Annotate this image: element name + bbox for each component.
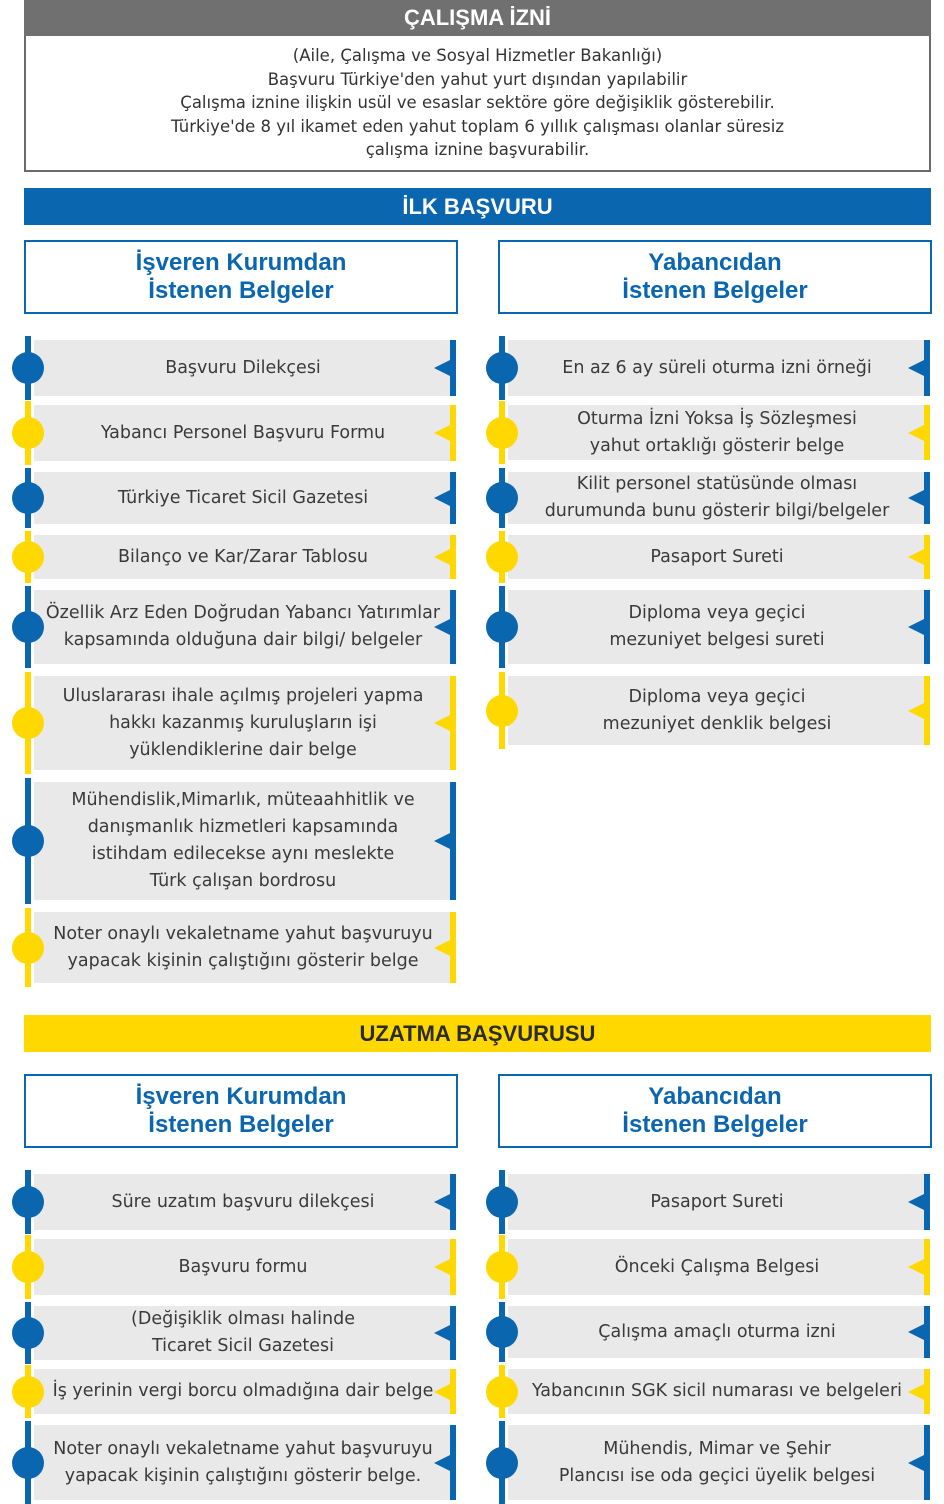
document-item-line: En az 6 ay süreli oturma izni örneği (562, 357, 872, 378)
document-item (34, 405, 452, 461)
header-line: İşveren Kurumdan (135, 1083, 347, 1110)
pointer-triangle-icon (434, 940, 450, 956)
page-title: ÇALIŞMA İZNİ (24, 0, 931, 36)
foreigner-header (498, 240, 932, 314)
pointer-triangle-icon (908, 619, 924, 635)
document-item (34, 1174, 452, 1230)
document-item-line: Plancısı ise oda geçici üyelik belgesi (558, 1465, 876, 1486)
document-item (34, 1306, 452, 1360)
pointer-triangle-icon (908, 703, 924, 719)
header-line: İşveren Kurumdan (135, 249, 347, 276)
item-edge-bar (924, 1369, 930, 1414)
document-item (34, 590, 452, 664)
item-edge-bar (924, 676, 930, 745)
document-item (34, 1425, 452, 1500)
bullet-dot-icon (486, 1447, 518, 1479)
item-edge-bar (924, 340, 930, 396)
pointer-triangle-icon (908, 1324, 924, 1340)
item-edge-bar (450, 590, 456, 664)
bullet-dot-icon (486, 541, 518, 573)
document-item-line: Bilanço ve Kar/Zarar Tablosu (118, 546, 368, 567)
document-item (508, 1306, 926, 1358)
document-item-line: hakkı kazanmış kuruluşların işi (109, 712, 377, 733)
document-item-line: yahut ortaklığı gösterir belge (589, 435, 845, 456)
pointer-triangle-icon (434, 715, 450, 731)
document-item (508, 340, 926, 396)
document-item-line: Uluslararası ihale açılmış projeleri yapma (62, 685, 424, 706)
document-item-text (53, 921, 433, 975)
header-line: İstenen Belgeler (622, 277, 808, 304)
item-edge-bar (450, 340, 456, 396)
document-item-text (532, 1378, 902, 1405)
bullet-dot-icon (12, 1317, 44, 1349)
pointer-triangle-icon (434, 1384, 450, 1400)
document-item-line: mezuniyet belgesi sureti (609, 630, 825, 650)
item-edge-bar (450, 782, 456, 900)
document-item-text (178, 1254, 307, 1281)
bullet-dot-icon (486, 1186, 518, 1218)
document-item-text (562, 355, 871, 382)
pointer-triangle-icon (434, 1194, 450, 1210)
bullet-dot-icon (486, 1376, 518, 1408)
bullet-dot-icon (12, 707, 44, 739)
bullet-dot-icon (12, 1251, 44, 1283)
pointer-triangle-icon (908, 490, 924, 506)
document-item-line: Ticaret Sicil Gazetesi (151, 1336, 335, 1356)
section-title-ilk-basvuru: İLK BAŞVURU (24, 188, 931, 225)
pointer-triangle-icon (434, 1325, 450, 1341)
document-item (508, 1239, 926, 1295)
document-item-line: Noter onaylı vekaletname yahut başvuruyu (53, 923, 433, 944)
item-edge-bar (924, 472, 930, 524)
item-edge-bar (450, 405, 456, 461)
document-item-line: Mühendislik,Mimarlık, müteaahhitlik ve (71, 790, 415, 810)
pointer-triangle-icon (908, 1194, 924, 1210)
item-edge-bar (450, 1174, 456, 1230)
document-item (508, 590, 926, 664)
document-item (508, 1425, 926, 1500)
document-item (34, 1369, 452, 1414)
item-edge-bar (450, 535, 456, 579)
item-edge-bar (924, 1425, 930, 1500)
document-item-text (63, 683, 424, 764)
item-edge-bar (924, 1174, 930, 1230)
document-item-text (53, 1378, 434, 1405)
document-item-text (111, 1189, 374, 1216)
pointer-triangle-icon (908, 425, 924, 441)
employer-header (24, 1074, 458, 1148)
document-item-line: yüklendiklerine dair belge (129, 739, 357, 760)
item-edge-bar (450, 676, 456, 770)
document-item-line: Başvuru formu (178, 1256, 308, 1277)
document-item-line: Çalışma amaçlı oturma izni (598, 1321, 836, 1342)
document-item (34, 782, 452, 900)
document-item-line: (Değişiklik olması halinde (131, 1309, 355, 1329)
intro-line: Başvuru Türkiye'den yahut yurt dışından yapılabilir (267, 69, 688, 89)
intro-line: Çalışma iznine ilişkin usül ve esaslar sektöre göre değişiklik gösterebilir. (180, 93, 775, 113)
document-item-text (118, 544, 368, 571)
bullet-dot-icon (12, 611, 44, 643)
pointer-triangle-icon (434, 833, 450, 849)
bullet-dot-icon (486, 1316, 518, 1348)
document-item-line: Başvuru Dilekçesi (165, 357, 321, 378)
pointer-triangle-icon (434, 425, 450, 441)
bullet-dot-icon (12, 541, 44, 573)
item-edge-bar (450, 1306, 456, 1360)
item-edge-bar (450, 1239, 456, 1295)
bullet-dot-icon (12, 1376, 44, 1408)
item-edge-bar (924, 535, 930, 579)
document-item-text (615, 1254, 819, 1281)
document-item-line: Oturma İzni Yoksa İş Sözleşmesi (577, 408, 857, 429)
document-item (34, 1239, 452, 1295)
employer-header (24, 240, 458, 314)
intro-line: Türkiye'de 8 yıl ikamet eden yahut toplam 6 yıllık çalışması olanlar süresiz (170, 116, 784, 136)
item-edge-bar (924, 590, 930, 664)
pointer-triangle-icon (434, 490, 450, 506)
document-item-text (165, 355, 321, 382)
pointer-triangle-icon (434, 619, 450, 635)
document-item (34, 535, 452, 579)
document-item-text (609, 600, 824, 654)
document-item-line: Diploma veya geçici (628, 686, 806, 707)
bullet-dot-icon (12, 825, 44, 857)
item-edge-bar (450, 1425, 456, 1500)
header-line: Yabancıdan (648, 1083, 782, 1110)
pointer-triangle-icon (908, 1259, 924, 1275)
document-item-text (46, 600, 440, 654)
document-item (34, 912, 452, 983)
bullet-dot-icon (12, 1447, 44, 1479)
document-item-line: mezuniyet denklik belgesi (602, 713, 832, 734)
header-line: Yabancıdan (648, 249, 782, 276)
document-item-line: Yabancının SGK sicil numarası ve belgeleri (531, 1381, 902, 1401)
document-item (34, 472, 452, 524)
item-edge-bar (924, 1239, 930, 1295)
bullet-dot-icon (486, 482, 518, 514)
document-item (34, 340, 452, 396)
section-title-uzatma-basvurusu: UZATMA BAŞVURUSU (24, 1015, 931, 1052)
bullet-dot-icon (486, 417, 518, 449)
document-item-line: Yabancı Personel Başvuru Formu (100, 422, 386, 443)
document-item-line: Özellik Arz Eden Doğrudan Yabancı Yatırımlar (45, 603, 441, 623)
document-item-line: durumunda bunu gösterir bilgi/belgeler (544, 501, 890, 521)
document-item-text (598, 1319, 835, 1346)
header-line: İstenen Belgeler (148, 277, 334, 304)
document-item (508, 535, 926, 579)
bullet-dot-icon (486, 352, 518, 384)
document-item-line: istihdam edilecekse aynı meslekte (91, 844, 395, 864)
pointer-triangle-icon (434, 1455, 450, 1471)
document-item (508, 472, 926, 524)
document-item-line: Diploma veya geçici (628, 603, 806, 623)
document-item (508, 405, 926, 460)
document-item-line: yapacak kişinin çalıştığını gösterir belge (67, 950, 419, 971)
bullet-dot-icon (12, 932, 44, 964)
document-item-text (118, 485, 368, 512)
document-item-line: Süre uzatım başvuru dilekçesi (111, 1191, 375, 1212)
pointer-triangle-icon (434, 549, 450, 565)
document-item-line: Pasaport Sureti (650, 1191, 784, 1212)
bullet-dot-icon (12, 482, 44, 514)
document-item-line: Kilit personel statüsünde olması (576, 474, 858, 494)
document-item-text (603, 684, 832, 738)
document-item (508, 1369, 926, 1414)
item-edge-bar (450, 1369, 456, 1414)
bullet-dot-icon (12, 352, 44, 384)
bullet-dot-icon (486, 695, 518, 727)
item-edge-bar (924, 1306, 930, 1358)
document-item-line: yapacak kişinin çalıştığını gösterir belge. (64, 1465, 422, 1486)
document-item-text (559, 1436, 875, 1490)
item-edge-bar (450, 472, 456, 524)
pointer-triangle-icon (434, 360, 450, 376)
document-item (508, 1174, 926, 1230)
header-line: İstenen Belgeler (622, 1111, 808, 1138)
document-item-text (577, 406, 857, 460)
document-item-text (71, 787, 414, 895)
document-item-text (101, 420, 385, 447)
pointer-triangle-icon (908, 1455, 924, 1471)
document-item-line: Önceki Çalışma Belgesi (614, 1256, 820, 1277)
pointer-triangle-icon (908, 1384, 924, 1400)
document-item-line: Mühendis, Mimar ve Şehir (603, 1438, 831, 1459)
document-item-line: danışmanlık hizmetleri kapsamında (87, 817, 399, 837)
document-item (34, 676, 452, 770)
document-item-text (650, 544, 783, 571)
document-item-text (53, 1436, 433, 1490)
foreigner-header (498, 1074, 932, 1148)
document-item-line: İş yerinin vergi borcu olmadığına dair belge (52, 1381, 434, 1401)
intro-box (24, 36, 931, 172)
intro-line: çalışma iznine başvurabilir. (365, 140, 590, 160)
header-line: İstenen Belgeler (148, 1111, 334, 1138)
bullet-dot-icon (486, 611, 518, 643)
document-item-line: Noter onaylı vekaletname yahut başvuruyu (53, 1438, 433, 1459)
item-edge-bar (450, 912, 456, 983)
bullet-dot-icon (12, 1186, 44, 1218)
pointer-triangle-icon (908, 360, 924, 376)
bullet-dot-icon (486, 1251, 518, 1283)
document-item-text (650, 1189, 783, 1216)
document-item (508, 676, 926, 745)
pointer-triangle-icon (434, 1259, 450, 1275)
document-item-line: Türk çalışan bordrosu (149, 871, 337, 891)
bullet-dot-icon (12, 417, 44, 449)
document-item-line: kapsamında olduğuna dair bilgi/ belgeler (63, 630, 423, 650)
document-item-text (545, 471, 890, 525)
item-edge-bar (924, 405, 930, 460)
intro-line: (Aile, Çalışma ve Sosyal Hizmetler Bakanlığı) (292, 46, 663, 66)
pointer-triangle-icon (908, 549, 924, 565)
document-item-text (131, 1306, 355, 1360)
document-item-line: Türkiye Ticaret Sicil Gazetesi (117, 487, 369, 508)
document-item-line: Pasaport Sureti (650, 546, 784, 567)
